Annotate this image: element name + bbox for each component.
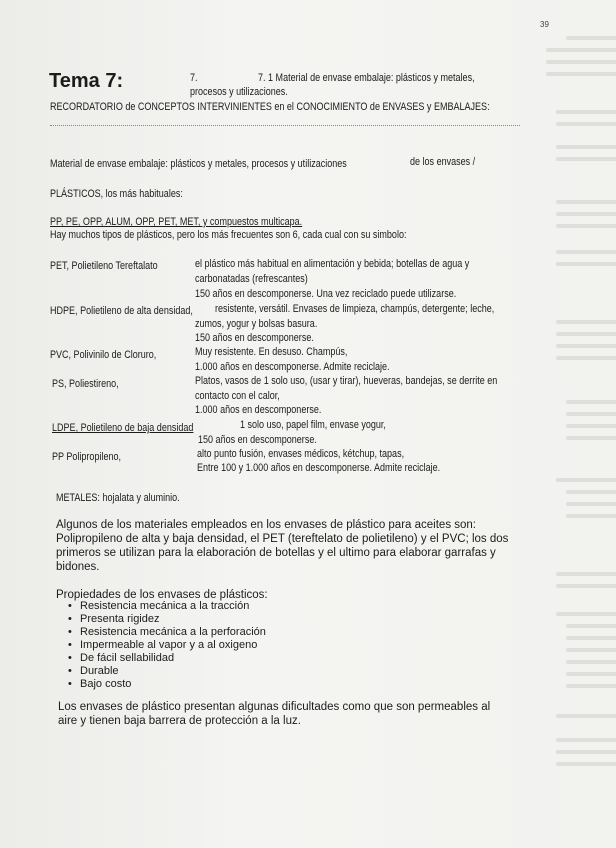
material-line: el plástico más habitual en alimentación y bebida; botellas de agua y xyxy=(195,258,470,270)
material-name: PS, Poliestireno, xyxy=(52,378,119,390)
list-item: • Bajo costo xyxy=(68,678,266,691)
material-name: HDPE, Polietileno de alta densidad, xyxy=(50,305,193,317)
material-name: PP Polipropileno, xyxy=(52,451,122,463)
material-line: alto punto fusión, envases médicos, kétchup, tapas, xyxy=(197,448,405,460)
material-line: Platos, vasos de 1 solo uso, (usar y tirar), hueveras, bandejas, se derrite en xyxy=(195,375,498,387)
paragraph-line: bidones. xyxy=(56,561,100,573)
props-heading: Propiedades de los envases de plásticos: xyxy=(56,589,268,601)
subtitle-left: Material de envase embalaje: plásticos y metales, procesos y utilizaciones xyxy=(50,158,347,170)
material-line: contacto con el calor, xyxy=(195,390,280,402)
plasticos-list: PP, PE, OPP, ALUM, OPP, PET, MET, y compuestos multicapa. xyxy=(50,216,303,228)
list-item: • Impermeable al vapor y a al oxigeno xyxy=(68,639,266,652)
material-name: LDPE, Polietileno de baja densidad xyxy=(52,422,194,434)
paragraph-line: primeros se utilizan para la elaboración de botellas y el ultimo para elaborar garrafas y xyxy=(56,547,496,559)
material-line: 1.000 años en descomponerse. xyxy=(195,404,322,416)
material-name: PVC, Polivinilo de Cloruro, xyxy=(50,349,157,361)
list-item: • Resistencia mecánica a la perforación xyxy=(68,626,266,639)
material-line: 1 solo uso, papel film, envase yogur, xyxy=(240,419,386,431)
material-line: resistente, versátil. Envases de limpieza, champús, detergente; leche, xyxy=(215,303,495,315)
material-line: 150 años en descomponerse. Una vez reciclado puede utilizarse. xyxy=(195,288,457,300)
material-line: carbonatadas (refrescantes) xyxy=(195,273,308,285)
plasticos-intro: Hay muchos tipos de plásticos, pero los más frecuentes son 6, cada cual con su simbolo: xyxy=(50,229,407,241)
material-name: PET, Polietileno Tereftalato xyxy=(50,260,158,272)
material-line: 1.000 años en descomponerse. Admite reciclaje. xyxy=(195,361,390,373)
header-num: 7. xyxy=(190,72,198,84)
paragraph-line: Algunos de los materiales empleados en los envases de plástico para aceites son: xyxy=(56,519,476,531)
material-line: Entre 100 y 1.000 años en descomponerse. Admite reciclaje. xyxy=(197,462,441,474)
subtitle-right: de los envases / xyxy=(410,156,476,168)
properties-list xyxy=(68,600,266,691)
list-item: • De fácil sellabilidad xyxy=(68,652,266,665)
plasticos-heading: PLÁSTICOS, los más habituales: xyxy=(50,188,183,200)
closing-line: aire y tienen baja barrera de protección a la luz. xyxy=(58,715,301,727)
header-line-2: procesos y utilizaciones. xyxy=(190,86,288,98)
material-line: 150 años en descomponerse. xyxy=(198,434,317,446)
closing-line: Los envases de plástico presentan algunas dificultades como que son permeables al xyxy=(58,701,491,713)
material-line: Muy resistente. En desuso. Champús, xyxy=(195,346,348,358)
list-item: • Resistencia mecánica a la tracción xyxy=(68,600,266,613)
page-number: 39 xyxy=(540,20,549,29)
page-title: Tema 7: xyxy=(49,70,124,92)
metales-line: METALES: hojalata y aluminio. xyxy=(56,492,180,504)
material-line: zumos, yogur y bolsas basura. xyxy=(195,318,318,330)
recordatorio-line: RECORDATORIO de CONCEPTOS INTERVINIENTES en el CONOCIMIENTO de ENVASES y EMBALAJES: xyxy=(50,101,490,113)
material-line: 150 años en descomponerse. xyxy=(195,332,314,344)
list-item: • Presenta rigidez xyxy=(68,613,266,626)
paragraph-line: Polipropileno de alta y baja densidad, el PET (tereftelato de polietileno) y el PVC; los dos xyxy=(56,533,509,545)
list-item: • Durable xyxy=(68,665,266,678)
dotted-separator xyxy=(50,125,520,126)
header-line-1: 7. 1 Material de envase embalaje: plásticos y metales, xyxy=(258,72,475,84)
